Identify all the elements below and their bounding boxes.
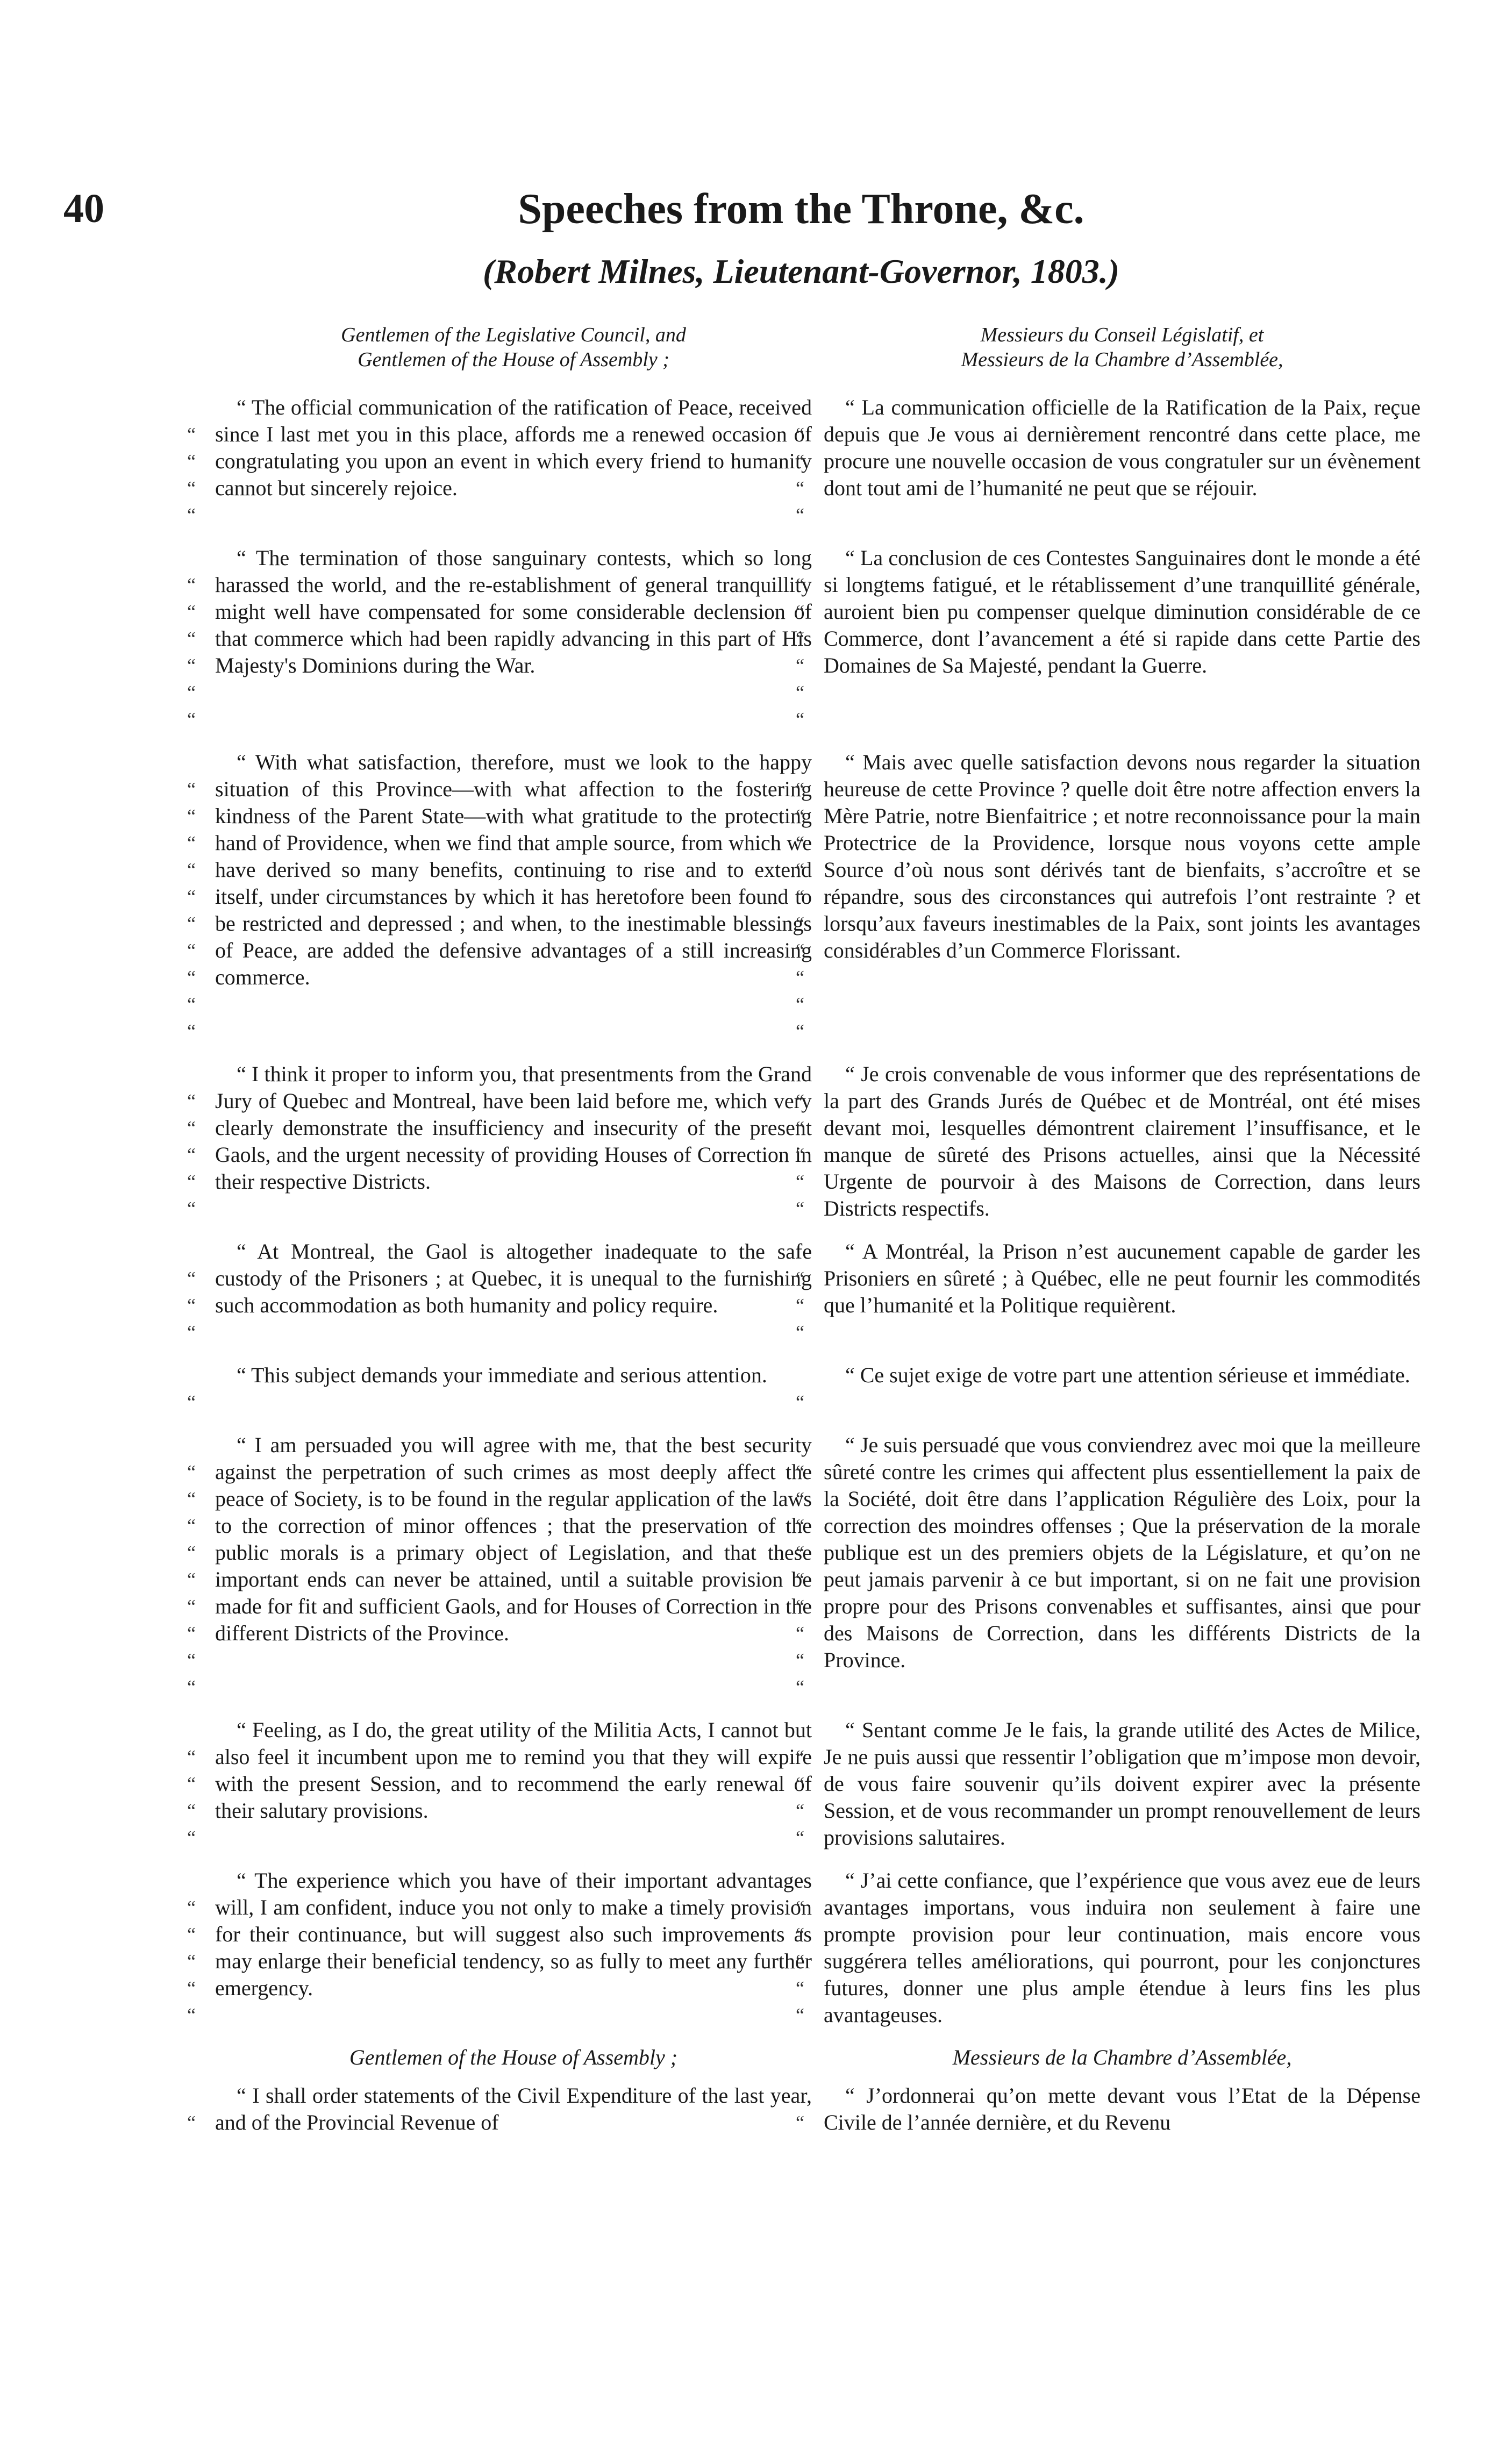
english-paragraph	[215, 545, 812, 733]
french-paragraph-text: “ “ “ “ “ “ “ “ “ “ “ “ “ “ “ “ Je suis persuadé que vous conviendrez avec moi que la meilleure sûreté contre les crimes qui affectent plus essentiellement la paix de la Société, doit être dans l’application Régulière des Loix, pour la correction des moindres offenses ; Que la préservation de la morale publique est un des premiers objets de la Législature, et qu’on ne peut jamais parvenir à ce but important, si on ne fait une provision propre pour des Prisons convenables et suffisantes, ainsi que pour des Maisons de Correction, dans les différents Districts de la Province.	[824, 1432, 1420, 1672]
french-column	[824, 323, 1420, 2152]
english-paragraph-text: “ “ “ “ “ “ “ “ “ “ “ “ “ “ “ “ I am persuaded you will agree with me, that the best security against the perpetration of such crimes as most deeply affect the peace of Society, is to be found in the regular application of the laws to the correction of minor offences ; that the preservation of the public morals is a primary object of Legislation, and that these important ends can never be attained, until a suitable provision be made for fit and sufficient Gaols, and for Houses of Correction in the different Districts of the Province.	[215, 1432, 812, 1645]
page-title: Speeches from the Throne, &c.	[518, 185, 1084, 233]
french-address-line-2: Messieurs de la Chambre d’Assemblée,	[961, 348, 1283, 372]
english-paragraph-text: “ “ “ “ “ “ “ “ “ “ “ “ “ “ “ “ With what satisfaction, therefore, must we look to the happy situation of this Province—with what affection to the fostering kindness of the Parent State—with what gratitude to the protecting hand of Providence, when we find that ample source, from which we have derived so many benefits, continuing to rise and to extend itself, under circumstances by which it has heretofore been found to be restricted and depressed ; and when, to the inestimable blessings of Peace, are added the defensive advantages of a still increasing commerce.	[215, 749, 812, 989]
french-paragraph	[824, 749, 1420, 1045]
french-paragraph	[824, 1238, 1420, 1346]
french-paragraph	[824, 2082, 1420, 2136]
french-paragraph	[824, 1362, 1420, 1416]
french-paragraph	[824, 394, 1420, 528]
english-paragraph	[215, 394, 812, 528]
french-paragraph	[824, 1061, 1420, 1222]
french-paragraph-text: “ “ “ “ “ “ “ “ “ “ “ “ “ “ “ “ Mais avec quelle satisfaction devons nous regarder la situation heureuse de cette Province ? quelle doit être notre affection envers la Mère Patrie, notre Bienfaitrice ; et notre reconnoissance pour la main Protectrice de la Providence, lorsque nous voyons cette ample Source d’où nous sont dérivés tant de bienfaits, s’accroître et se répandre, sous des circonstances qui autrefois l’ont restrainte ? et lorsqu’aux faveurs inestimables de la Paix, sont joints les avantages considérables d’un Commerce Florissant.	[824, 749, 1420, 962]
french-paragraph-text: “ “ “ “ “ “ “ “ “ “ “ “ “ “ “ “ La conclusion de ces Contestes Sanguinaires dont le monde a été si longtems fatigué, et le rétablissement d’une tranquillité générale, auroient bien pu compenser quelque diminution considérable de ce Commerce, dont l’avancement a été si rapide dans cette Partie des Domaines de Sa Majesté, pendant la Guerre.	[824, 545, 1420, 677]
french-address-line-1: Messieurs du Conseil Législatif, et	[980, 324, 1264, 346]
english-paragraph-text: “ “ “ “ “ “ “ “ “ “ “ “ “ “ “ “ The official communication of the ratification of Peace, received since I last met you in this place, affords me a renewed occasion of congratulating you upon an event in which every friend to humanity cannot but sincerely rejoice.	[215, 395, 812, 500]
english-address	[215, 323, 812, 373]
french-paragraph-text: “ “ “ “ “ “ “ “ “ “ “ “ “ “ “ “ Sentant comme Je le fais, la grande utilité des Actes de Milice, Je ne puis aussi que ressentir l’obligation que m’impose mon devoir, de vous faire souvenir qu’ils doivent expirer avec la présente Session, et de vous recommander un prompt renouvellement de leurs provisions salutaires.	[824, 1717, 1420, 1849]
french-paragraph	[824, 1717, 1420, 1851]
french-paragraph	[824, 1867, 1420, 2029]
english-paragraph-text: “ “ “ “ “ “ “ “ “ “ “ “ “ “ “ “ I shall order statements of the Civil Expenditure of the last year, and of the Provincial Revenue of	[215, 2083, 812, 2134]
english-address-line-1: Gentlemen of the Legislative Council, and	[341, 324, 686, 346]
english-column	[215, 323, 812, 2152]
french-paragraph-text: “ “ “ “ “ “ “ “ “ “ “ “ “ “ “ “ Ce sujet exige de votre part une attention sérieuse et immédiate.	[845, 1362, 1410, 1387]
french-address	[824, 323, 1420, 373]
french-paragraph	[824, 545, 1420, 733]
french-paragraph-text: “ “ “ “ “ “ “ “ “ “ “ “ “ “ “ “ J’ai cette confiance, que l’expérience que vous avez eue de leurs avantages importans, vous induira non seulement à faire une prompte provision pour leur continuation, mais encore vous suggérera telles améliorations, qui pourront, pour les conjonctures futures, donner une plus ample étendue à leurs fins les plus avantageuses.	[824, 1868, 1420, 2027]
english-paragraph	[215, 1362, 812, 1416]
french-paragraph-text: “ “ “ “ “ “ “ “ “ “ “ “ “ “ “ “ Je crois convenable de vous informer que des représentations de la part des Grands Jurés de Québec et de Montréal, ont été mises devant moi, lesquelles démontrent clairement l’insuffisance, et le manque de sûreté des Prisons actuelles, ainsi que la Nécessité Urgente de pourvoir à des Maisons de Correction, dans leurs Districts respectifs.	[824, 1061, 1420, 1220]
french-paragraph-text: “ “ “ “ “ “ “ “ “ “ “ “ “ “ “ “ J’ordonnerai qu’on mette devant vous l’Etat de la Dépense Civile de l’année dernière, et du Revenu	[824, 2083, 1420, 2134]
french-paragraph-text: “ “ “ “ “ “ “ “ “ “ “ “ “ “ “ “ A Montréal, la Prison n’est aucunement capable de garder les Prisoniers en sûreté ; à Québec, elle ne peut fournir les commodités que l’humanité et la Politique requièrent.	[824, 1239, 1420, 1317]
english-paragraph	[215, 1238, 812, 1346]
english-section-heading: Gentlemen of the House of Assembly ;	[349, 2045, 678, 2069]
english-paragraph	[215, 1061, 812, 1222]
english-paragraph	[215, 1432, 812, 1701]
english-paragraph-text: “ “ “ “ “ “ “ “ “ “ “ “ “ “ “ “ The termination of those sanguinary contests, which so long harassed the world, and the re-establishment of general tranquillity might well have compensated for some considerable declension of that commerce which had been rapidly advancing in this part of His Majesty's Dominions during the War.	[215, 545, 812, 677]
french-section-heading: Messieurs de la Chambre d’Assemblée,	[952, 2045, 1292, 2069]
english-paragraph-text: “ “ “ “ “ “ “ “ “ “ “ “ “ “ “ “ The experience which you have of their important advantages will, I am confident, induce you not only to make a timely provision for their continuance, but will suggest also such improvements as may enlarge their beneficial tendency, so as fully to meet any further emergency.	[215, 1868, 812, 2000]
english-paragraph-text: “ “ “ “ “ “ “ “ “ “ “ “ “ “ “ “ I think it proper to inform you, that presentments from the Grand Jury of Quebec and Montreal, have been laid before me, which very clearly demonstrate the insufficiency and insecurity of the present Gaols, and the urgent necessity of providing Houses of Correction in their respective Districts.	[215, 1061, 812, 1194]
english-paragraph	[215, 749, 812, 1045]
english-address-line-2: Gentlemen of the House of Assembly ;	[358, 348, 669, 372]
french-paragraph-text: “ “ “ “ “ “ “ “ “ “ “ “ “ “ “ “ La communication officielle de la Ratification de la Paix, reçue depuis que Je vous ai dernièrement rencontré dans cette place, me procure une nouvelle occasion de vous congratuler sur un évènement dont tout ami de l’humanité ne peut que se réjouir.	[824, 395, 1420, 500]
english-paragraph	[215, 2082, 812, 2136]
english-paragraph-text: “ “ “ “ “ “ “ “ “ “ “ “ “ “ “ “ At Montreal, the Gaol is altogether inadequate to the safe custody of the Prisoners ; at Quebec, it is unequal to the furnishing such accommodation as both humanity and policy require.	[215, 1239, 812, 1317]
english-paragraph	[215, 1717, 812, 1851]
french-paragraph	[824, 1432, 1420, 1701]
page-subtitle: (Robert Milnes, Lieutenant-Governor, 1803.)	[482, 252, 1120, 290]
english-paragraph-text: “ “ “ “ “ “ “ “ “ “ “ “ “ “ “ “ This subject demands your immediate and serious attention.	[237, 1362, 767, 1387]
english-paragraph	[215, 1867, 812, 2029]
english-paragraph-text: “ “ “ “ “ “ “ “ “ “ “ “ “ “ “ “ Feeling, as I do, the great utility of the Militia Acts, I cannot but also feel it incumbent upon me to remind you that they will expire with the present Session, and to recommend the early renewal of their salutary provisions.	[215, 1717, 812, 1823]
page-number: 40	[63, 186, 104, 231]
